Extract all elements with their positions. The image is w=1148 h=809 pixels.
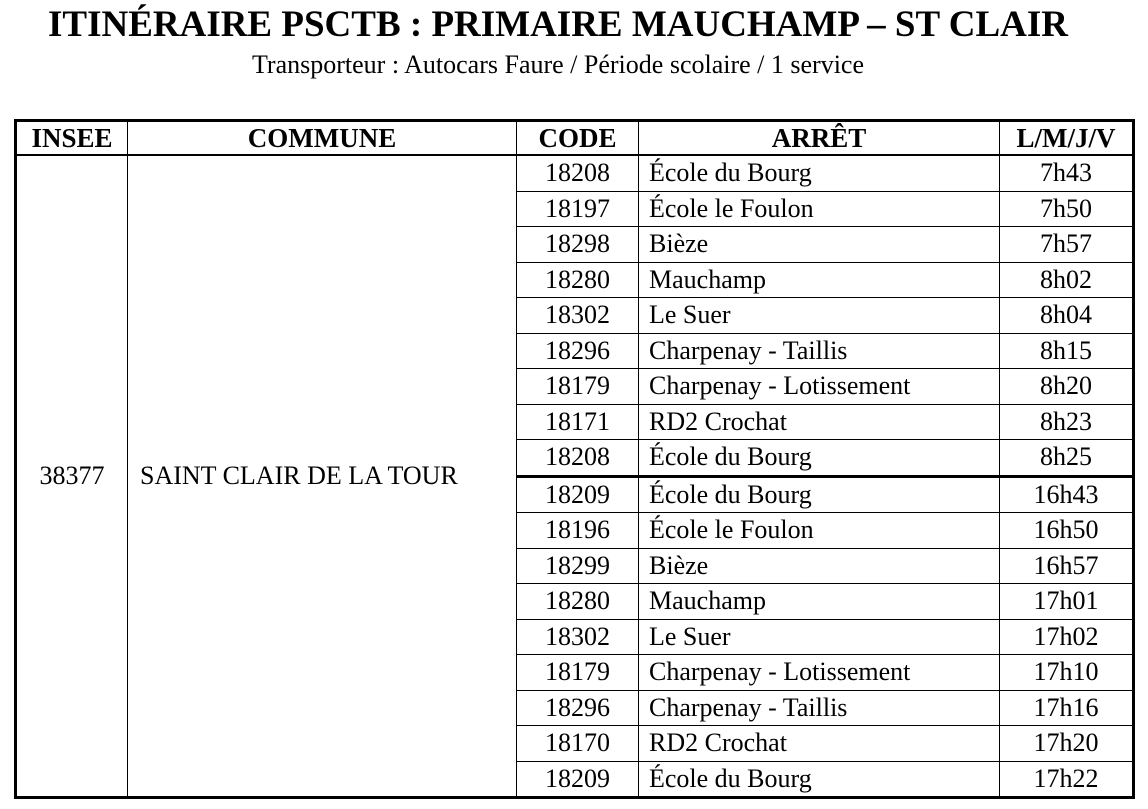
arret-cell: École du Bourg xyxy=(639,476,1000,513)
time-cell: 8h04 xyxy=(1000,298,1134,334)
code-cell: 18298 xyxy=(517,227,639,263)
time-cell: 8h02 xyxy=(1000,262,1134,298)
header-days: L/M/J/V xyxy=(1000,121,1134,156)
time-cell: 17h16 xyxy=(1000,690,1134,726)
code-cell: 18280 xyxy=(517,584,639,620)
arret-cell: École du Bourg xyxy=(639,761,1000,798)
document-subtitle: Transporteur : Autocars Faure / Période scolaire / 1 service xyxy=(251,50,865,79)
code-cell: 18197 xyxy=(517,191,639,227)
code-cell: 18209 xyxy=(517,476,639,513)
arret-cell: École le Foulon xyxy=(639,513,1000,549)
time-cell: 7h43 xyxy=(1000,155,1134,191)
code-cell: 18179 xyxy=(517,655,639,691)
time-cell: 17h22 xyxy=(1000,761,1134,798)
code-cell: 18170 xyxy=(517,726,639,762)
code-cell: 18179 xyxy=(517,369,639,405)
time-cell: 17h02 xyxy=(1000,619,1134,655)
code-cell: 18196 xyxy=(517,513,639,549)
arret-cell: Bièze xyxy=(639,548,1000,584)
table-row xyxy=(16,155,1134,191)
code-cell: 18296 xyxy=(517,690,639,726)
arret-cell: Charpenay - Taillis xyxy=(639,333,1000,369)
time-cell: 17h20 xyxy=(1000,726,1134,762)
time-cell: 7h50 xyxy=(1000,191,1134,227)
arret-cell: RD2 Crochat xyxy=(639,726,1000,762)
time-cell: 16h43 xyxy=(1000,476,1134,513)
code-cell: 18208 xyxy=(517,440,639,477)
insee-cell: 38377 xyxy=(16,155,128,798)
time-cell: 16h50 xyxy=(1000,513,1134,549)
code-cell: 18299 xyxy=(517,548,639,584)
code-cell: 18280 xyxy=(517,262,639,298)
arret-cell: Charpenay - Taillis xyxy=(639,690,1000,726)
code-cell: 18302 xyxy=(517,298,639,334)
arret-cell: Mauchamp xyxy=(639,262,1000,298)
code-cell: 18209 xyxy=(517,761,639,798)
header-insee: INSEE xyxy=(16,121,128,156)
time-cell: 17h01 xyxy=(1000,584,1134,620)
arret-cell: Mauchamp xyxy=(639,584,1000,620)
commune-cell: SAINT CLAIR DE LA TOUR xyxy=(128,155,517,798)
time-cell: 16h57 xyxy=(1000,548,1134,584)
document-title: ITINÉRAIRE PSCTB : PRIMAIRE MAUCHAMP – ST CLAIR xyxy=(48,4,1068,45)
time-cell: 8h20 xyxy=(1000,369,1134,405)
arret-cell: Bièze xyxy=(639,227,1000,263)
time-cell: 8h25 xyxy=(1000,440,1134,477)
time-cell: 17h10 xyxy=(1000,655,1134,691)
header-commune: COMMUNE xyxy=(128,121,517,156)
arret-cell: Charpenay - Lotissement xyxy=(639,369,1000,405)
header-arret: ARRÊT xyxy=(639,121,1000,156)
arret-cell: RD2 Crochat xyxy=(639,404,1000,440)
arret-cell: École le Foulon xyxy=(639,191,1000,227)
arret-cell: Charpenay - Lotissement xyxy=(639,655,1000,691)
arret-cell: École du Bourg xyxy=(639,155,1000,191)
arret-cell: Le Suer xyxy=(639,298,1000,334)
timetable-body xyxy=(16,155,1134,798)
arret-cell: Le Suer xyxy=(639,619,1000,655)
code-cell: 18296 xyxy=(517,333,639,369)
code-cell: 18171 xyxy=(517,404,639,440)
arret-cell: École du Bourg xyxy=(639,440,1000,477)
code-cell: 18208 xyxy=(517,155,639,191)
code-cell: 18302 xyxy=(517,619,639,655)
time-cell: 8h15 xyxy=(1000,333,1134,369)
time-cell: 7h57 xyxy=(1000,227,1134,263)
header-row xyxy=(16,121,1134,156)
timetable xyxy=(14,119,1135,799)
time-cell: 8h23 xyxy=(1000,404,1134,440)
header-code: CODE xyxy=(517,121,639,156)
